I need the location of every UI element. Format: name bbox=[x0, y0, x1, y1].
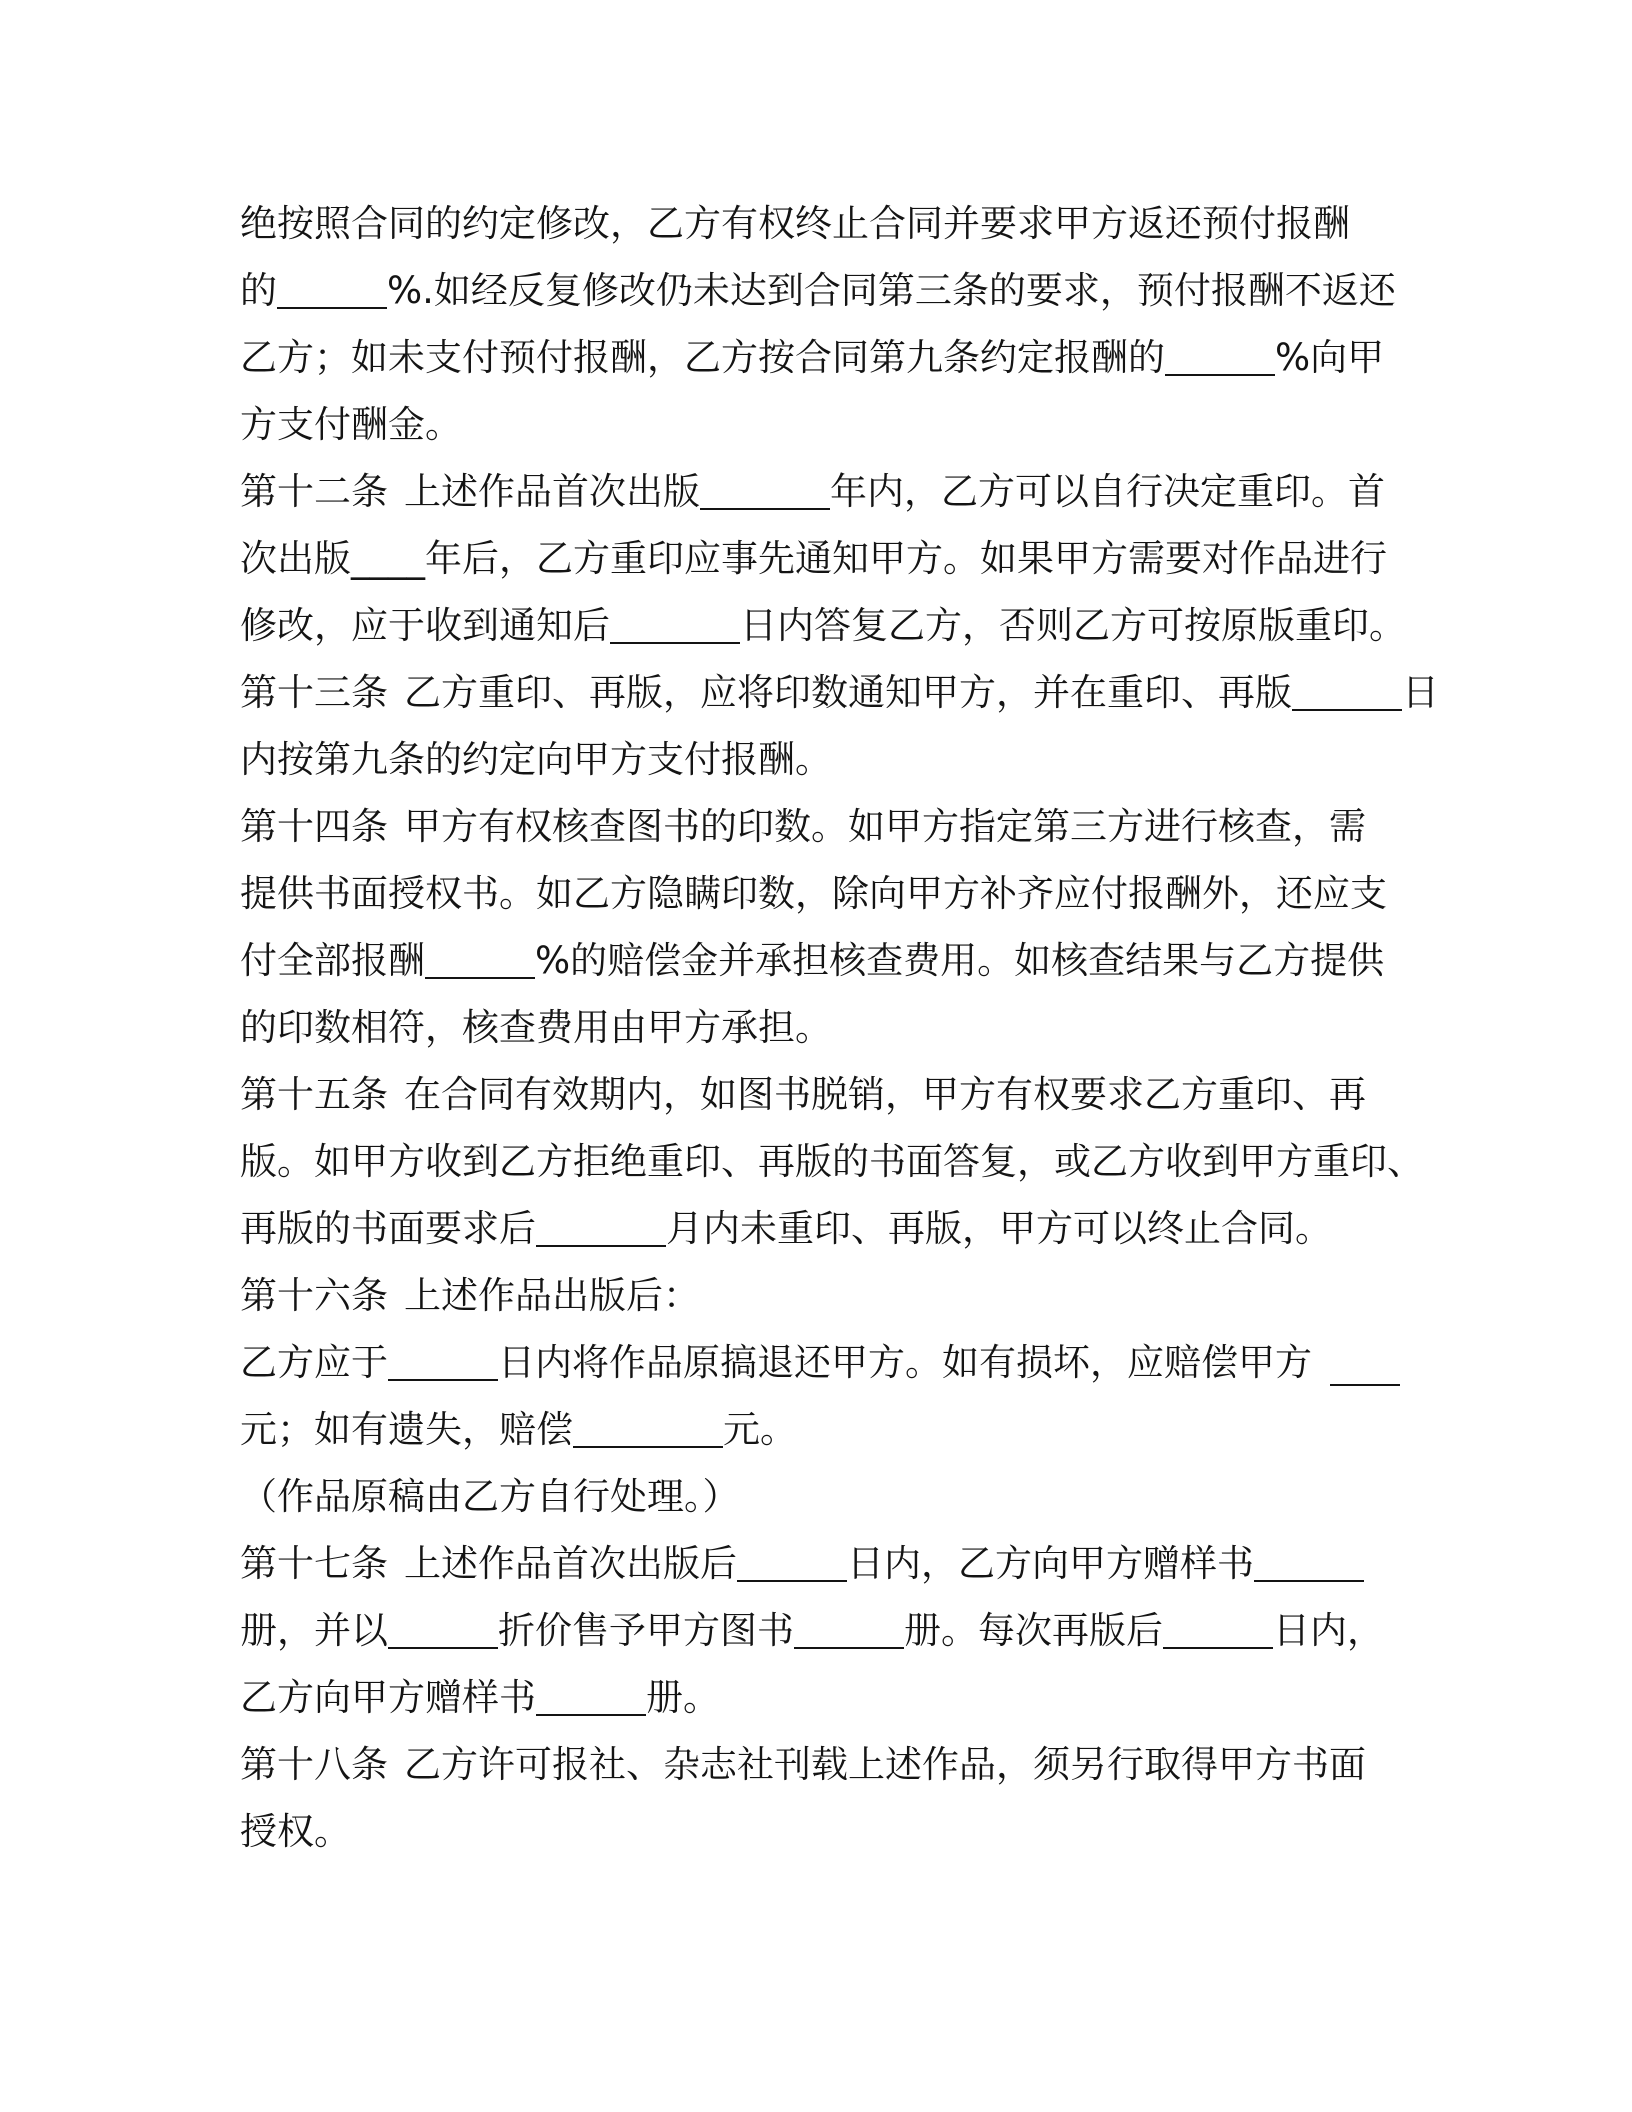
fill-in-blank[interactable] bbox=[1330, 1384, 1400, 1386]
article-14-line bbox=[240, 793, 1400, 860]
fill-in-blank[interactable] bbox=[1163, 1601, 1273, 1649]
text-segment: 日内将作品原搞退还甲方。如有损坏，应赔偿甲方 bbox=[498, 1341, 1312, 1384]
article-number: 第十五条 bbox=[240, 1073, 388, 1116]
article-16-line bbox=[240, 1262, 1400, 1329]
text-segment: 上述作品首次出版后 bbox=[404, 1542, 737, 1585]
article-number: 第十八条 bbox=[240, 1743, 388, 1786]
text-segment: 册。 bbox=[646, 1676, 720, 1719]
article-number: 第十三条 bbox=[240, 671, 388, 714]
fill-in-blank[interactable] bbox=[700, 462, 830, 510]
text-segment: 版。如甲方收到乙方拒绝重印、再版的书面答复，或乙方收到甲方重印、 bbox=[240, 1140, 1424, 1183]
text-segment: 方支付酬金。 bbox=[240, 403, 462, 446]
fill-in-blank[interactable] bbox=[1165, 328, 1275, 376]
text-line bbox=[240, 726, 1400, 793]
fill-in-blank[interactable] bbox=[536, 1199, 666, 1247]
text-line bbox=[240, 1329, 1400, 1396]
text-segment: 元；如有遗失，赔偿 bbox=[240, 1408, 573, 1451]
text-segment: 的印数相符，核查费用由甲方承担。 bbox=[240, 1006, 832, 1049]
text-segment: 乙方许可报社、杂志社刊载上述作品，须另行取得甲方书面 bbox=[404, 1743, 1366, 1786]
fill-in-blank[interactable] bbox=[1292, 663, 1402, 711]
text-segment: 册，并以 bbox=[240, 1609, 388, 1652]
fill-in-blank[interactable] bbox=[388, 1601, 498, 1649]
text-segment: 绝按照合同的约定修改，乙方有权终止合同并要求甲方返还预付报酬 bbox=[240, 202, 1350, 245]
text-segment: 上述作品首次出版 bbox=[404, 470, 700, 513]
text-line bbox=[240, 1128, 1424, 1195]
text-segment: 年内，乙方可以自行决定重印。首 bbox=[830, 470, 1385, 513]
text-segment: %.如经反复修改仍未达到合同第三条的要求，预付报酬不返还 bbox=[387, 269, 1396, 312]
text-line bbox=[240, 1664, 1400, 1731]
fill-in-blank[interactable] bbox=[573, 1400, 723, 1448]
article-number: 第十七条 bbox=[240, 1542, 388, 1585]
text-segment: 上述作品出版后： bbox=[404, 1274, 700, 1317]
article-12-line bbox=[240, 458, 1400, 525]
text-line bbox=[240, 1396, 1400, 1463]
text-segment: 内按第九条的约定向甲方支付报酬。 bbox=[240, 738, 832, 781]
text-segment: 乙方向甲方赠样书 bbox=[240, 1676, 536, 1719]
text-segment: 甲方有权核查图书的印数。如甲方指定第三方进行核查，需 bbox=[404, 805, 1366, 848]
text-segment: 提供书面授权书。如乙方隐瞒印数，除向甲方补齐应付报酬外，还应支 bbox=[240, 872, 1387, 915]
fill-in-blank[interactable] bbox=[536, 1668, 646, 1716]
text-segment: 乙方；如未支付预付报酬，乙方按合同第九条约定报酬的 bbox=[240, 336, 1165, 379]
text-segment: 册。每次再版后 bbox=[904, 1609, 1163, 1652]
article-number: 第十四条 bbox=[240, 805, 388, 848]
text-segment: 乙方重印、再版，应将印数通知甲方，并在重印、再版 bbox=[404, 671, 1292, 714]
fill-in-blank[interactable] bbox=[737, 1534, 847, 1582]
text-line bbox=[240, 1195, 1400, 1262]
article-15-line bbox=[240, 1061, 1400, 1128]
text-line bbox=[240, 927, 1400, 994]
text-line bbox=[240, 1463, 1400, 1530]
text-line bbox=[240, 257, 1400, 324]
article-number: 第十二条 bbox=[240, 470, 388, 513]
fill-in-blank[interactable] bbox=[388, 1333, 498, 1381]
fill-in-blank[interactable] bbox=[277, 261, 387, 309]
fill-in-blank[interactable] bbox=[1254, 1534, 1364, 1582]
article-13-line bbox=[240, 659, 1439, 726]
text-segment: 折价售予甲方图书 bbox=[498, 1609, 794, 1652]
text-line bbox=[240, 860, 1400, 927]
text-segment: 日内， bbox=[1273, 1609, 1384, 1652]
text-line bbox=[240, 592, 1406, 659]
article-number: 第十六条 bbox=[240, 1274, 388, 1317]
text-segment: 授权。 bbox=[240, 1810, 351, 1853]
article-18-line bbox=[240, 1731, 1400, 1798]
fill-in-blank[interactable] bbox=[425, 931, 535, 979]
text-line bbox=[240, 391, 1400, 458]
text-segment: 月内未重印、再版，甲方可以终止合同。 bbox=[666, 1207, 1332, 1250]
text-line bbox=[240, 1798, 1400, 1865]
text-segment: %的赔偿金并承担核查费用。如核查结果与乙方提供 bbox=[535, 939, 1385, 982]
text-segment: 次出版____年后，乙方重印应事先通知甲方。如果甲方需要对作品进行 bbox=[240, 537, 1387, 580]
text-segment: %向甲 bbox=[1275, 336, 1385, 379]
text-segment: 付全部报酬 bbox=[240, 939, 425, 982]
text-line bbox=[240, 1597, 1400, 1664]
fill-in-blank[interactable] bbox=[610, 596, 740, 644]
text-segment: 元。 bbox=[723, 1408, 797, 1451]
text-segment: 的 bbox=[240, 269, 277, 312]
text-segment: （作品原稿由乙方自行处理。） bbox=[240, 1475, 740, 1518]
text-line bbox=[240, 324, 1400, 391]
article-17-line bbox=[240, 1530, 1400, 1597]
text-segment: 修改，应于收到通知后 bbox=[240, 604, 610, 647]
contract-text bbox=[240, 190, 1439, 1865]
text-line bbox=[240, 525, 1400, 592]
text-line bbox=[240, 190, 1400, 257]
text-segment: 再版的书面要求后 bbox=[240, 1207, 536, 1250]
text-segment: 日内，乙方向甲方赠样书 bbox=[847, 1542, 1254, 1585]
text-segment: 乙方应于 bbox=[240, 1341, 388, 1384]
text-segment: 在合同有效期内，如图书脱销，甲方有权要求乙方重印、再 bbox=[404, 1073, 1366, 1116]
text-segment: 日 bbox=[1402, 671, 1439, 714]
text-segment: 日内答复乙方，否则乙方可按原版重印。 bbox=[740, 604, 1406, 647]
text-line bbox=[240, 994, 1400, 1061]
fill-in-blank[interactable] bbox=[794, 1601, 904, 1649]
